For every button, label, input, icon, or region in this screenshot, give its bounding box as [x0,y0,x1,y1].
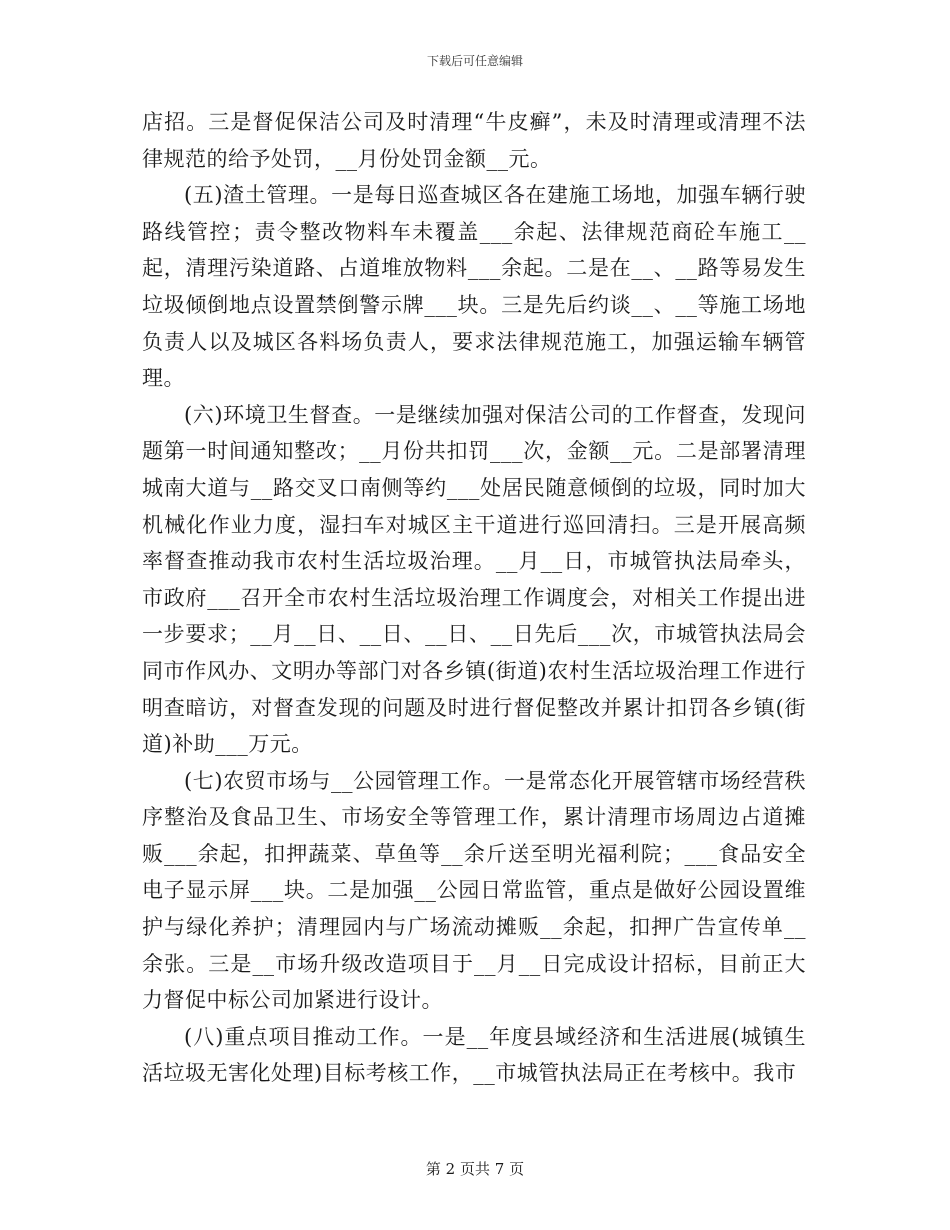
paragraph-continued: 店招。三是督促保洁公司及时清理“牛皮癣”，未及时清理或清理不法律规范的给予处罚，__月份处罚金额__元。 [142,110,806,171]
page-number-footer: 第 2 页共 7 页 [425,1160,525,1178]
paragraph-sanitation-inspection: (六)环境卫生督查。一是继续加强对保洁公司的工作督查，发现问题第一时间通知整改；__月份共扣罚___次，金额__元。二是部署清理城南大道与__路交叉口南侧等约___处居民随意倾倒的垃圾，同时加大机械化作业力度，湿扫车对城区主干道进行巡回清扫。三是开展高频率督查推动我市农村生活垃圾治理。__月__日，市城管执法局牵头，市政府___召开全市农村生活垃圾治理工作调度会，对相关工作提出进一步要求；__月__日、__日、__日、__日先后___次，市城管执法局会同市作风办、文明办等部门对各乡镇(街道)农村生活垃圾治理工作进行明查暗访，对督查发现的问题及时进行督促整改并累计扣罚各乡镇(街道)补助___万元。 [142,402,806,757]
paragraph-slag-management: (五)渣土管理。一是每日巡查城区各在建施工场地，加强车辆行驶路线管控；责令整改物料车未覆盖___余起、法律规范商砼车施工__起，清理污染道路、占道堆放物料___余起。二是在__、__路等易发生垃圾倾倒地点设置禁倒警示牌___块。三是先后约谈__、__等施工场地负责人以及城区各料场负责人，要求法律规范施工，加强运输车辆管理。 [142,183,806,391]
paragraph-market-park-management: (七)农贸市场与__公园管理工作。一是常态化开展管辖市场经营秩序整治及食品卫生、市场安全等管理工作，累计清理市场周边占道摊贩___余起，扣押蔬菜、草鱼等__余斤送至明光福利院；___食品安全电子显示屏___块。二是加强__公园日常监管，重点是做好公园设置维护与绿化养护；清理园内与广场流动摊贩__余起，扣押广告宣传单__余张。三是__市场升级改造项目于__月__日完成设计招标，目前正大力督促中标公司加紧进行设计。 [142,768,806,1013]
document-body [142,104,806,1092]
page-header: 下载后可任意编辑 [426,54,523,68]
paragraph-key-projects: (八)重点项目推动工作。一是__年度县域经济和生活进展(城镇生活垃圾无害化处理)目标考核工作，__市城管执法局正在考核中。我市 [142,1024,806,1086]
